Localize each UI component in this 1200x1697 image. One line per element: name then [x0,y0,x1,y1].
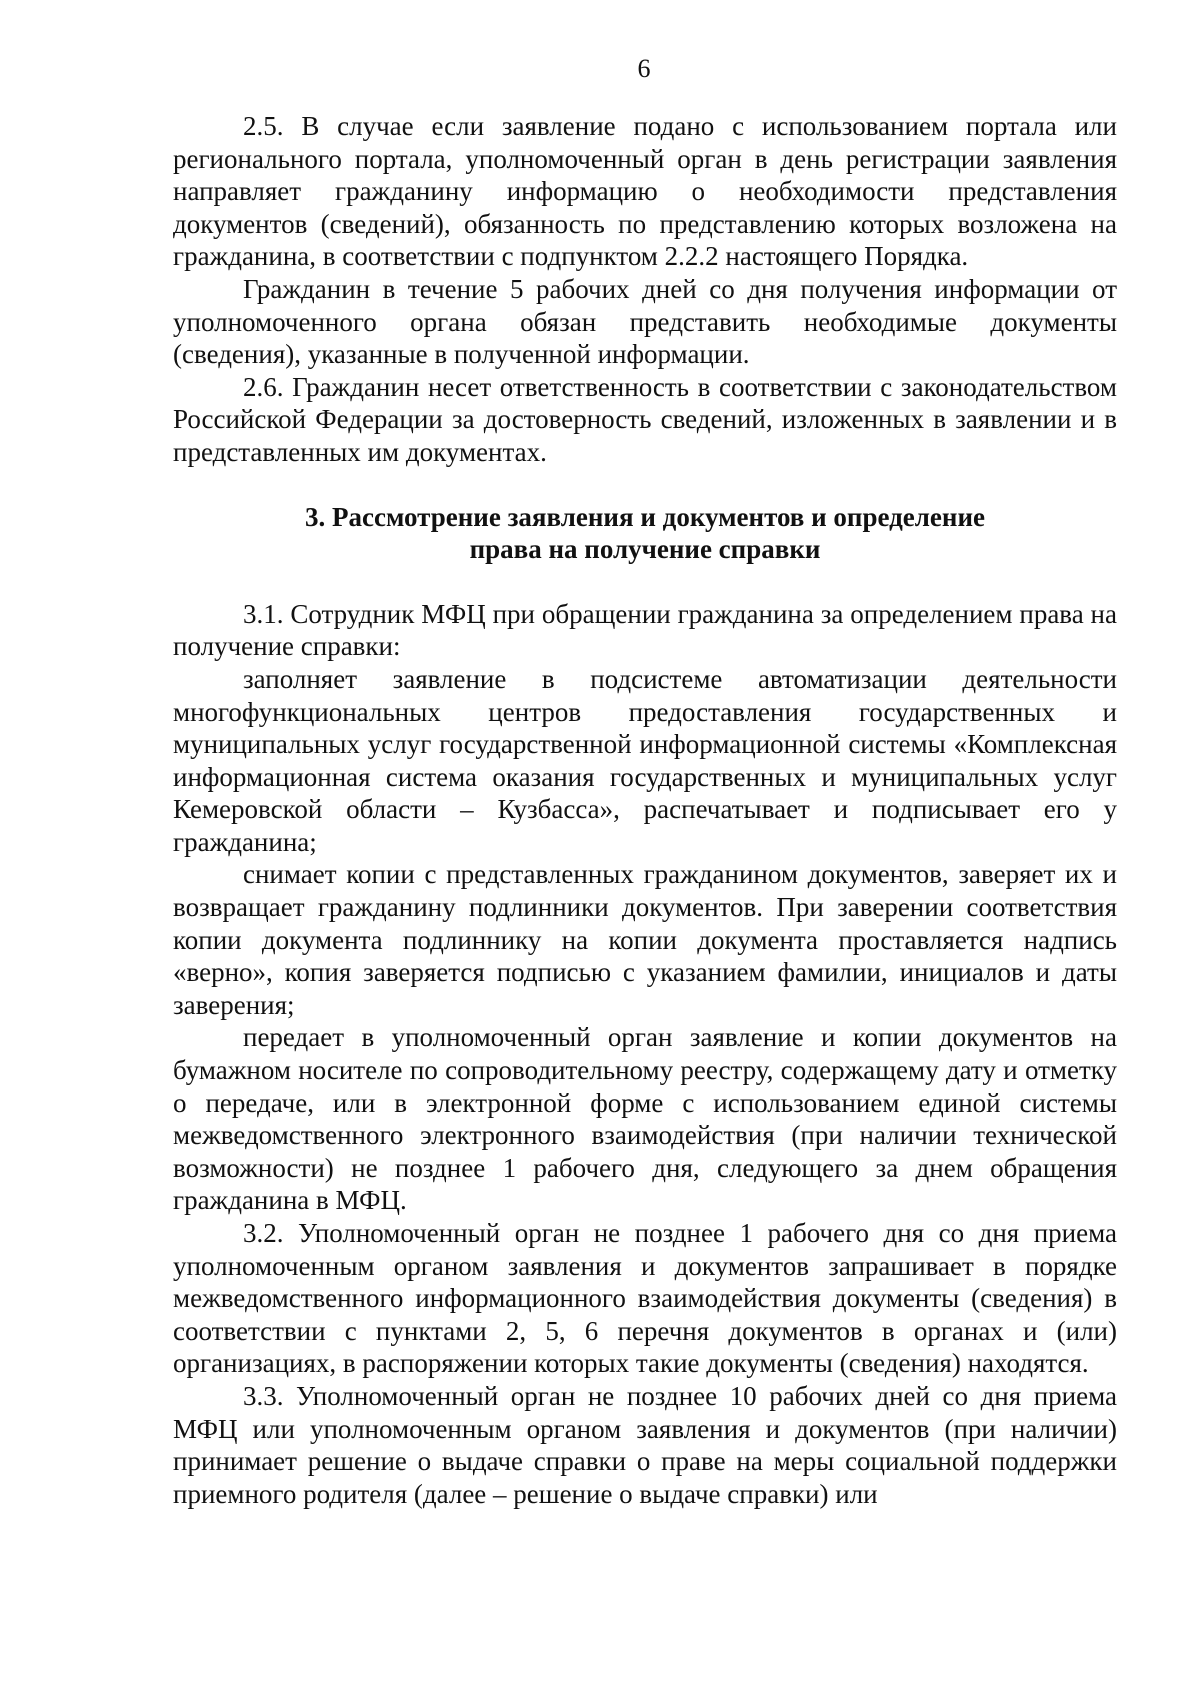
section-heading-line-2: права на получение справки [469,534,821,565]
paragraph-2-5-continued: Гражданин в течение 5 рабочих дней со дня получения информации от уполномоченного органа обязан представить необходимые документы (сведения), указанные в полученной информации. [173,273,1117,370]
section-heading [173,501,1117,566]
section-heading-line-1: 3. Рассмотрение заявления и документов и определение [304,501,986,532]
paragraph-3-1: 3.1. Сотрудник МФЦ при обращении гражданина за определением права на получение справки: [173,598,1117,662]
paragraph-3-1-copy-documents: снимает копии с представленных гражданином документов, заверяет их и возвращает гражданину подлинники документов. При заверении соответствия копии документа подлиннику на копии документа проставляется надпись «верно», копия заверяется подписью с указанием фамилии, инициалов и даты заверения; [173,859,1117,1020]
paragraph-3-1-transfer: передает в уполномоченный орган заявление и копии документов на бумажном носителе по сопроводительному реестру, содержащему дату и отметку о передаче, или в электронной форме с использованием единой системы межведомственного электронного взаимодействия (при наличии технической возможности) не позднее 1 рабочего дня, следующего за днем обращения гражданина в МФЦ. [173,1022,1117,1216]
document-body [173,110,1117,1510]
paragraph-3-2: 3.2. Уполномоченный орган не позднее 1 рабочего дня со дня приема уполномоченным органом заявления и документов запрашивает в порядке межведомственного информационного взаимодействия документы (сведения) в соответствии с пунктами 2, 5, 6 перечня документов в органах и (или) организациях, в распоряжении которых такие документы (сведения) находятся. [173,1218,1117,1379]
paragraph-2-5: 2.5. В случае если заявление подано с использованием портала или регионального портала, уполномоченный орган в день регистрации заявления направляет гражданину информацию о необходимости представления документов (сведений), обязанность по представлению которых возложена на гражданина, в соответствии с подпунктом 2.2.2 настоящего Порядка. [173,111,1117,272]
page-number: 6 [637,54,651,83]
paragraph-3-3: 3.3. Уполномоченный орган не позднее 10 рабочих дней со дня приема МФЦ или уполномоченным органом заявления и документов (при наличии) принимает решение о выдаче справки о праве на меры социальной поддержки приемного родителя (далее – решение о выдаче справки) или [173,1380,1117,1509]
paragraph-3-1-fill-application: заполняет заявление в подсистеме автоматизации деятельности многофункциональных центров предоставления государственных и муниципальных услуг государственной информационной системы «Комплексная информационная система оказания государственных и муниципальных услуг Кемеровской области – Кузбасса», распечатывает и подписывает его у гражданина; [173,663,1117,857]
paragraph-2-6: 2.6. Гражданин несет ответственность в соответствии с законодательством Российской Федерации за достоверность сведений, изложенных в заявлении и в представленных им документах. [173,371,1117,467]
